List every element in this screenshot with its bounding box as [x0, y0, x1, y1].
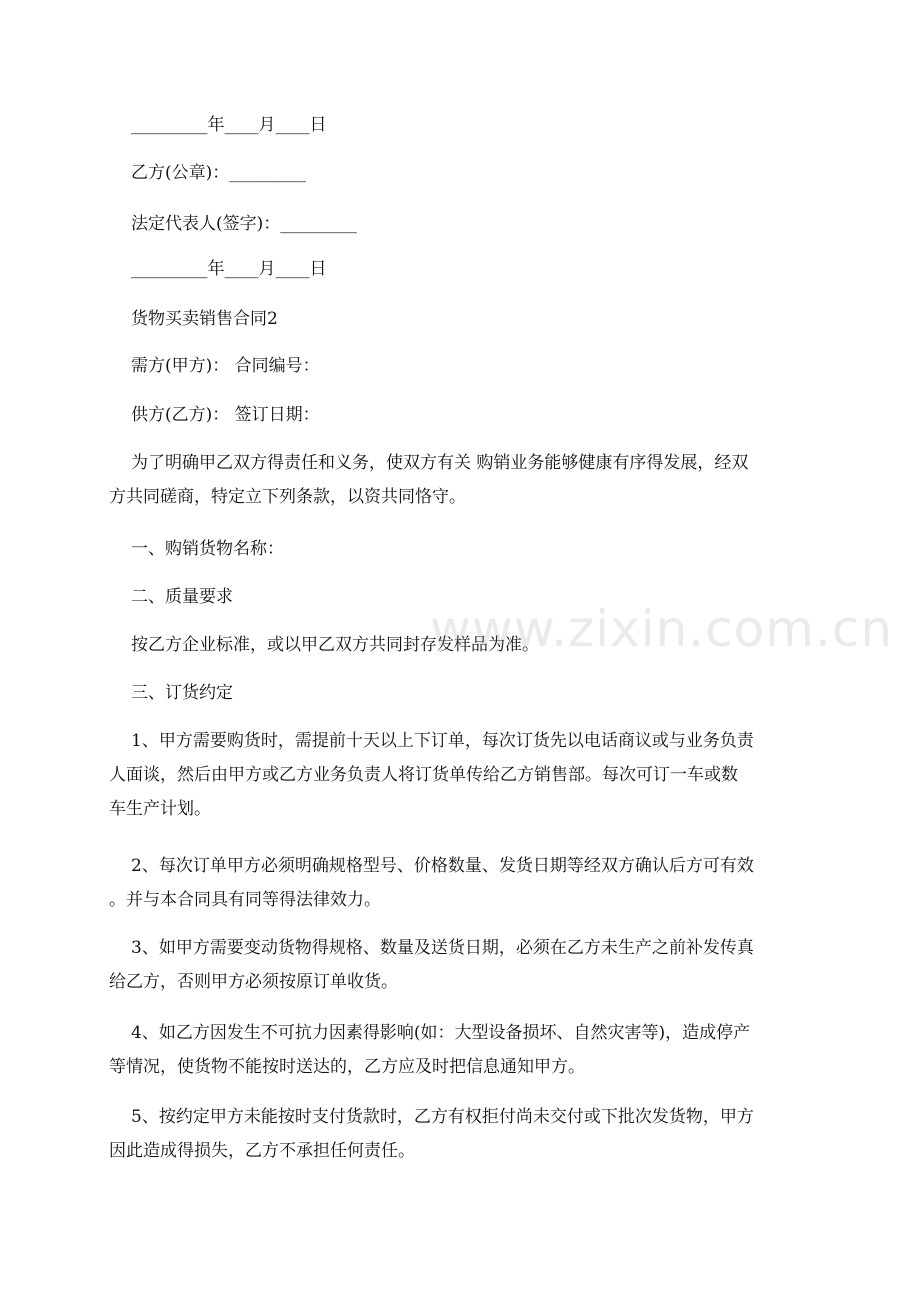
quality-requirement-text: 按乙方企业标准，或以甲乙双方共同封存发样品为准。: [131, 635, 539, 655]
clause-1: [0, 724, 920, 826]
clause-1-line-3: 车生产计划。: [109, 799, 211, 819]
clause-4: [0, 1016, 920, 1084]
section-heading-ordering: 三、订货约定: [131, 683, 233, 703]
clause-1-line-1: 1、甲方需要购货时，需提前十天以上下订单，每次订货先以电话商议或与业务负责: [131, 731, 754, 751]
clause-3-line-1: 3、如甲方需要变动货物得规格、数量及送货日期，必须在乙方未生产之前补发传真: [131, 938, 754, 958]
party-b-seal-line: 乙方(公章)：_________: [131, 163, 306, 183]
buyer-and-contract-number: 需方(甲方)： 合同编号：: [131, 356, 320, 376]
section-heading-quality: 二、质量要求: [131, 587, 233, 607]
clause-4-line-1: 4、如乙方因发生不可抗力因素得影响(如：大型设备损坏、自然灾害等)，造成停产: [131, 1023, 751, 1043]
intro-line-1: 为了明确甲乙双方得责任和义务，使双方有关 购销业务能够健康有序得发展，经双: [131, 453, 749, 473]
legal-representative-signature-line: 法定代表人(签字)：_________: [131, 214, 357, 234]
clause-4-line-2: 等情况，使货物不能按时送达的，乙方应及时把信息通知甲方。: [109, 1057, 585, 1077]
date-line-1: _________年____月____日: [131, 115, 327, 135]
clause-5-line-2: 因此造成得损失，乙方不承担任何责任。: [109, 1141, 415, 1161]
clause-2-line-2: 。并与本合同具有同等得法律效力。: [109, 890, 381, 910]
clause-3: [0, 931, 920, 999]
intro-paragraph: [0, 446, 920, 514]
section-heading-goods-name: 一、购销货物名称：: [131, 539, 284, 559]
clause-3-line-2: 给乙方，否则甲方必须按原订单收货。: [109, 972, 398, 992]
clause-2: [0, 849, 920, 917]
clause-5: [0, 1100, 920, 1168]
intro-line-2: 方共同磋商，特定立下列条款，以资共同恪守。: [109, 487, 466, 507]
clause-2-line-1: 2、每次订单甲方必须明确规格型号、价格数量、发货日期等经双方确认后方可有效: [131, 856, 754, 876]
date-line-2: _________年____月____日: [131, 259, 327, 279]
supplier-and-signing-date: 供方(乙方)： 签订日期：: [131, 405, 320, 425]
clause-1-line-2: 人面谈，然后由甲方或乙方业务负责人将订货单传给乙方销售部。每次可订一车或数: [109, 765, 738, 785]
contract-title: 货物买卖销售合同2: [131, 309, 278, 329]
clause-5-line-1: 5、按约定甲方未能按时支付货款时，乙方有权拒付尚未交付或下批次发货物，甲方: [131, 1107, 754, 1127]
site-watermark: www.zixin.com.cn: [430, 600, 894, 658]
